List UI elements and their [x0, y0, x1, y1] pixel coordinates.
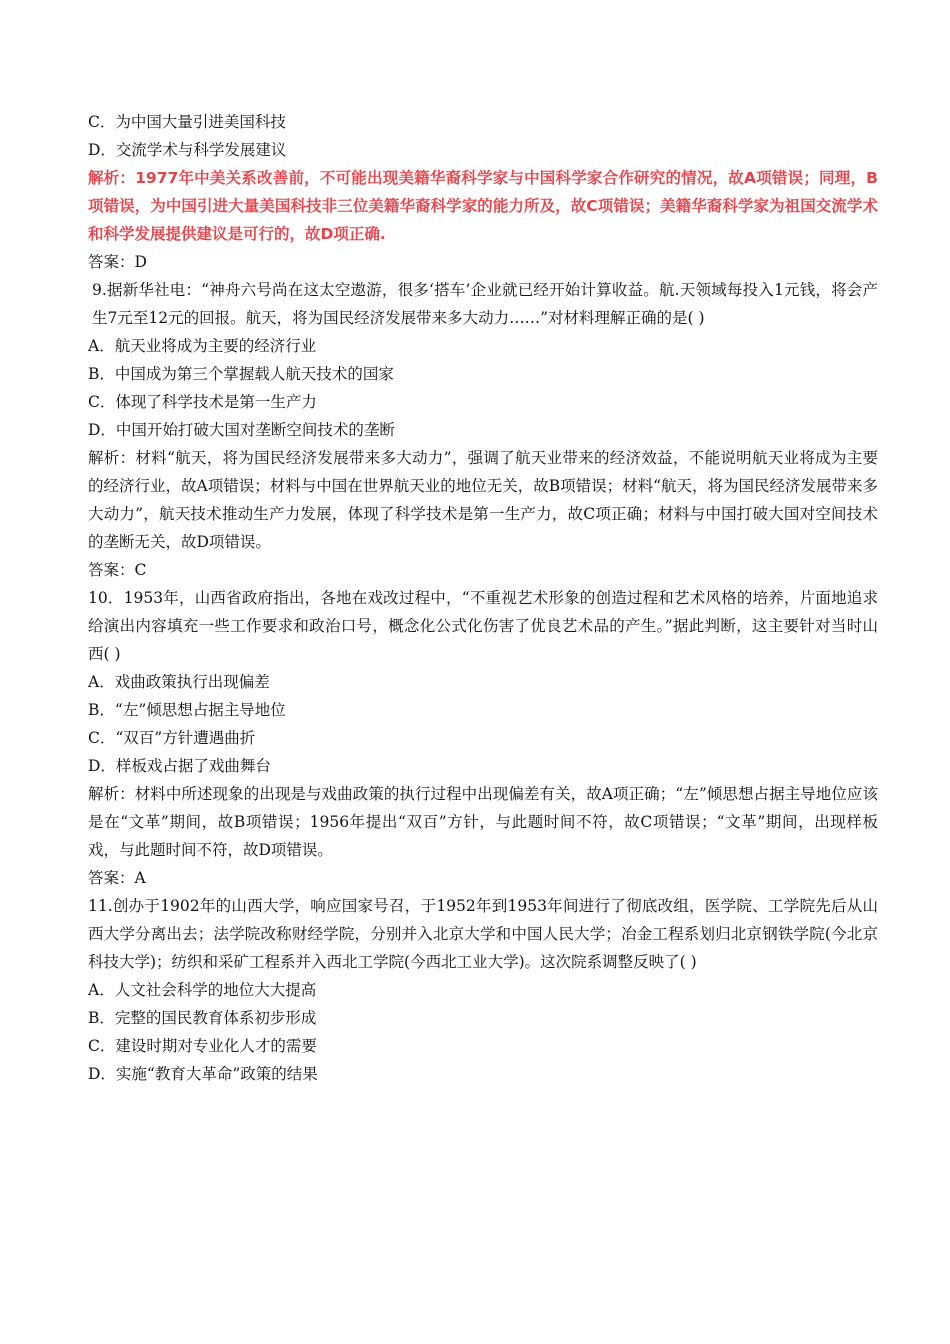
question-8 [88, 108, 878, 276]
option-d: D．交流学术与科学发展建议 [88, 141, 287, 159]
answer: 答案：C [88, 561, 147, 579]
question-stem: 9.据新华社电：“神舟六号尚在这太空遨游，很多‘搭车’企业就已经开始计算收益。航.天领域每投入1元钱，将会产生7元至12元的回报。航天，将为国民经济发展带来多大动力……”对材料理解正确的是( ) [92, 281, 878, 327]
analysis: 解析：材料“航天，将为国民经济发展带来多大动力”，强调了航天业带来的经济效益，不能说明航天业将成为主要的经济行业，故A项错误；材料与中国在世界航天业的地位无关，故B项错误；材料“航天，将为国民经济发展带来多大动力”，航天技术推动生产力发展，体现了科学技术是第一生产力，故C项正确；材料与中国打破大国对空间技术的垄断无关，故D项错误。 [88, 449, 879, 551]
analysis: 解析：材料中所述现象的出现是与戏曲政策的执行过程中出现偏差有关，故A项正确；“左”倾思想占据主导地位应该是在“文革”期间，故B项错误；1956年提出“双百”方针，与此题时间不符，故C项错误；“文革”期间，出现样板戏，与此题时间不符，故D项错误。 [88, 785, 878, 859]
option-b: B．中国成为第三个掌握载人航天技术的国家 [88, 365, 394, 383]
option-a: A．航天业将成为主要的经济行业 [88, 337, 317, 355]
analysis-highlighted: 解析：1977年中美关系改善前，不可能出现美籍华裔科学家与中国科学家合作研究的情况，故A项错误；同理，B项错误，为中国引进大量美国科技非三位美籍华裔科学家的能力所及，故C项错误；美籍华裔科学家为祖国交流学术和科学发展提供建议是可行的，故D项正确. [88, 169, 878, 243]
option-a: A．人文社会科学的地位大大提高 [88, 981, 317, 999]
option-c: C．“双百”方针遭遇曲折 [88, 729, 256, 747]
option-d: D．中国开始打破大国对垄断空间技术的垄断 [88, 421, 395, 439]
question-10 [88, 584, 878, 892]
option-b: B．“左”倾思想占据主导地位 [88, 701, 286, 719]
option-a: A．戏曲政策执行出现偏差 [88, 673, 270, 691]
document-page [88, 108, 878, 1088]
answer: 答案：D [88, 253, 147, 271]
answer: 答案：A [88, 869, 146, 887]
question-stem: 11.创办于1902年的山西大学，响应国家号召，于1952年到1953年间进行了彻底改组，医学院、工学院先后从山西大学分离出去；法学院改称财经学院，分别并入北京大学和中国人民大学；冶金工程系划归北京钢铁学院(今北京科技大学)；纺织和采矿工程系并入西北工学院(今西北工业大学)。这次院系调整反映了( ) [88, 897, 878, 971]
question-9 [88, 276, 878, 584]
option-c: C．为中国大量引进美国科技 [88, 113, 286, 131]
option-c: C．建设时期对专业化人才的需要 [88, 1037, 317, 1055]
question-stem: 10．1953年，山西省政府指出，各地在戏改过程中，“不重视艺术形象的创造过程和艺术风格的培养，片面地追求给演出内容填充一些工作要求和政治口号，概念化公式化伤害了优良艺术品的产生。”据此判断，这主要针对当时山西( ) [88, 589, 878, 663]
option-d: D．实施“教育大革命”政策的结果 [88, 1065, 318, 1083]
question-11 [88, 892, 878, 1088]
option-c: C．体现了科学技术是第一生产力 [88, 393, 317, 411]
option-b: B．完整的国民教育体系初步形成 [88, 1009, 317, 1027]
option-d: D．样板戏占据了戏曲舞台 [88, 757, 271, 775]
